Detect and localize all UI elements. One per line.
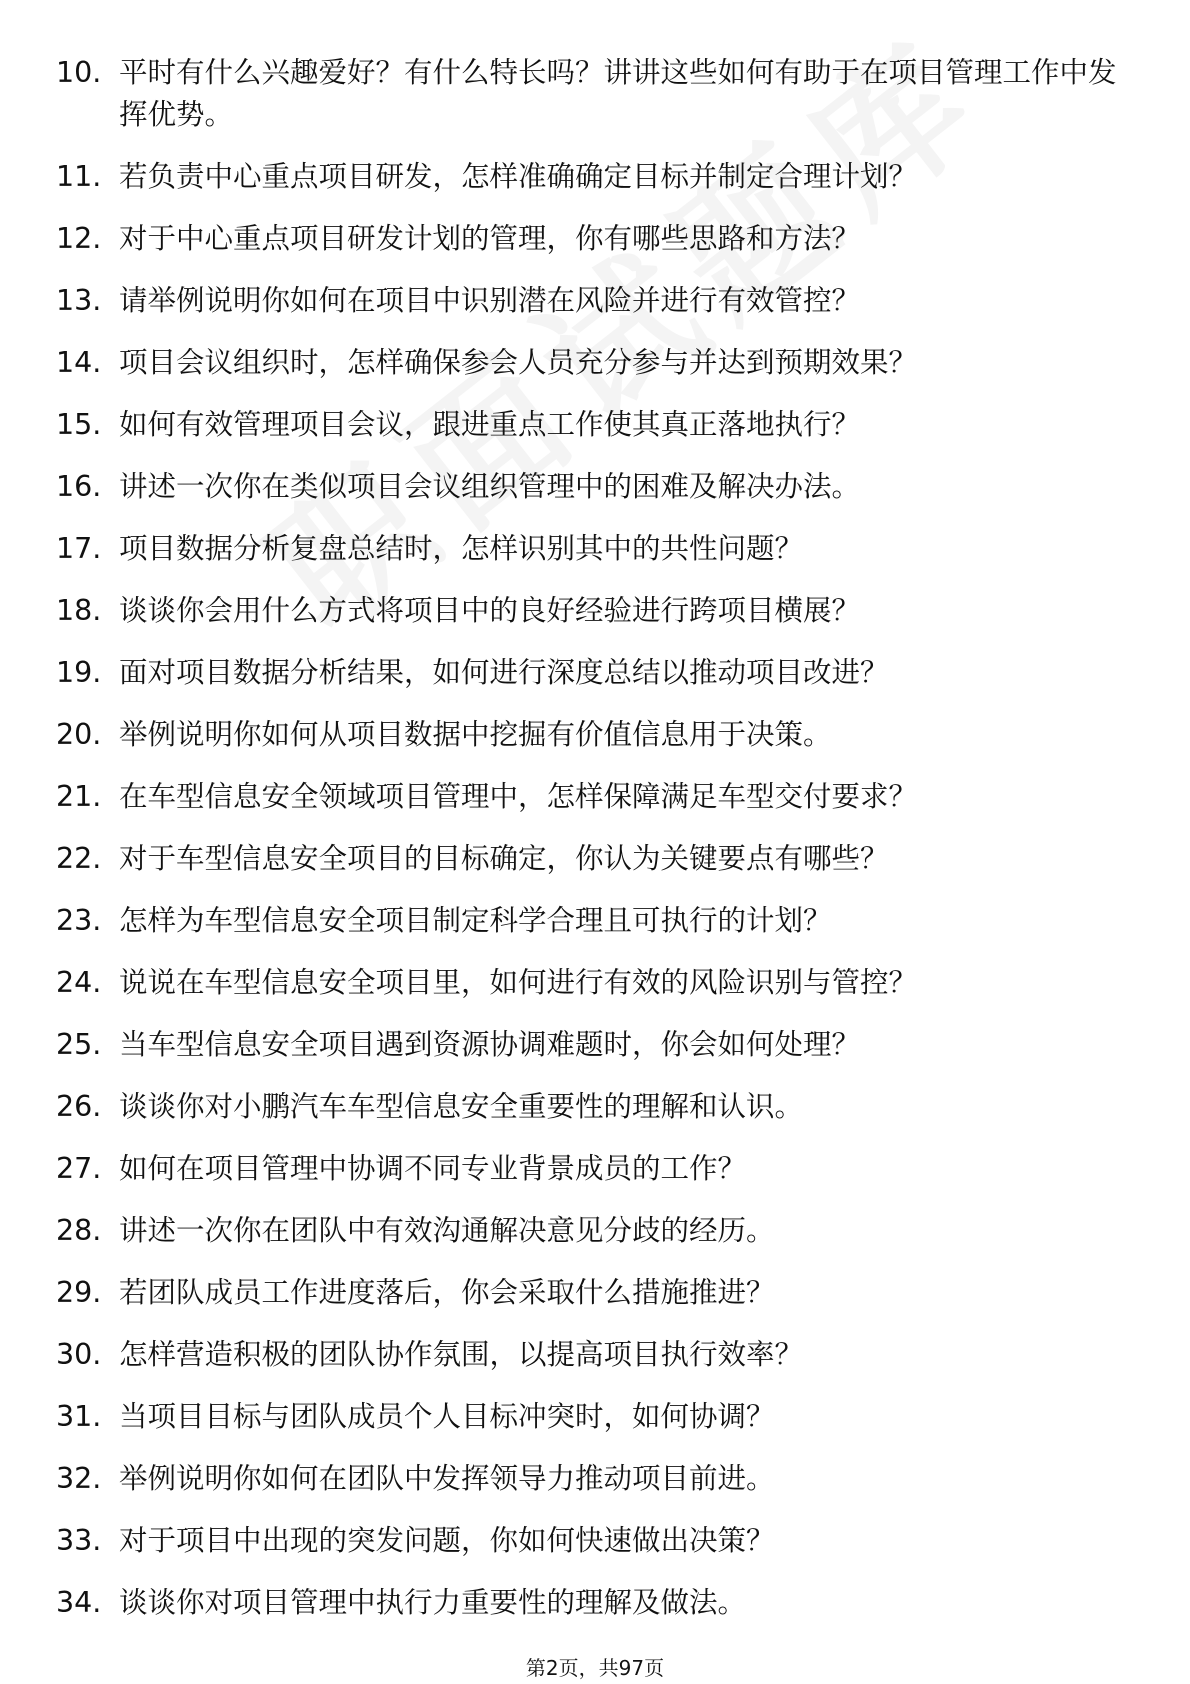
question-text: 如何有效管理项目会议，跟进重点工作使其真正落地执行？ xyxy=(119,408,861,441)
question-number: 31. xyxy=(56,1400,102,1433)
question-number: 20. xyxy=(56,718,102,751)
question-item xyxy=(56,1458,1136,1500)
question-item xyxy=(56,156,1136,198)
question-item xyxy=(56,218,1136,260)
question-item xyxy=(56,1148,1136,1190)
question-text: 如何在项目管理中协调不同专业背景成员的工作？ xyxy=(119,1152,747,1185)
question-item xyxy=(56,1520,1136,1562)
question-number: 24. xyxy=(56,966,102,999)
question-text: 谈谈你对项目管理中执行力重要性的理解及做法。 xyxy=(119,1586,747,1619)
question-number: 27. xyxy=(56,1152,102,1185)
question-number: 18. xyxy=(56,594,102,627)
question-text: 怎样营造积极的团队协作氛围，以提高项目执行效率？ xyxy=(119,1338,804,1371)
question-text: 怎样为车型信息安全项目制定科学合理且可执行的计划？ xyxy=(119,904,832,937)
question-text: 请举例说明你如何在项目中识别潜在风险并进行有效管控？ xyxy=(119,284,861,317)
question-text: 平时有什么兴趣爱好？有什么特长吗？讲讲这些如何有助于在项目管理工作中发挥优势。 xyxy=(119,56,1117,131)
question-text: 举例说明你如何在团队中发挥领导力推动项目前进。 xyxy=(119,1462,775,1495)
question-item xyxy=(56,1272,1136,1314)
question-text: 讲述一次你在团队中有效沟通解决意见分歧的经历。 xyxy=(119,1214,775,1247)
question-number: 32. xyxy=(56,1462,102,1495)
question-item xyxy=(56,900,1136,942)
question-number: 25. xyxy=(56,1028,102,1061)
question-item xyxy=(56,1086,1136,1128)
question-number: 11. xyxy=(56,160,102,193)
question-item xyxy=(56,466,1136,508)
question-number: 19. xyxy=(56,656,102,689)
question-text: 项目会议组织时，怎样确保参会人员充分参与并达到预期效果？ xyxy=(119,346,918,379)
question-item xyxy=(56,404,1136,446)
question-item xyxy=(56,342,1136,384)
question-text: 谈谈你对小鹏汽车车型信息安全重要性的理解和认识。 xyxy=(119,1090,804,1123)
question-text: 面对项目数据分析结果，如何进行深度总结以推动项目改进？ xyxy=(119,656,889,689)
question-item xyxy=(56,1396,1136,1438)
question-number: 17. xyxy=(56,532,102,565)
question-text: 在车型信息安全领域项目管理中，怎样保障满足车型交付要求？ xyxy=(119,780,918,813)
question-item xyxy=(56,714,1136,756)
question-number: 29. xyxy=(56,1276,102,1309)
page-footer: 第2页，共97页 xyxy=(525,1656,665,1680)
question-number: 12. xyxy=(56,222,102,255)
question-text: 举例说明你如何从项目数据中挖掘有价值信息用于决策。 xyxy=(119,718,832,751)
question-number: 16. xyxy=(56,470,102,503)
question-number: 30. xyxy=(56,1338,102,1371)
question-number: 22. xyxy=(56,842,102,875)
question-text: 当项目目标与团队成员个人目标冲突时，如何协调？ xyxy=(119,1400,775,1433)
question-item xyxy=(56,776,1136,818)
question-number: 26. xyxy=(56,1090,102,1123)
question-item xyxy=(56,838,1136,880)
question-item xyxy=(56,1210,1136,1252)
question-number: 34. xyxy=(56,1586,102,1619)
question-text: 项目数据分析复盘总结时，怎样识别其中的共性问题？ xyxy=(119,532,804,565)
question-item xyxy=(56,528,1136,570)
question-number: 15. xyxy=(56,408,102,441)
question-item xyxy=(56,280,1136,322)
question-text: 对于中心重点项目研发计划的管理，你有哪些思路和方法？ xyxy=(119,222,861,255)
question-text: 若团队成员工作进度落后，你会采取什么措施推进？ xyxy=(119,1276,775,1309)
question-text: 当车型信息安全项目遇到资源协调难题时，你会如何处理？ xyxy=(119,1028,861,1061)
question-text: 谈谈你会用什么方式将项目中的良好经验进行跨项目横展？ xyxy=(119,594,861,627)
question-list xyxy=(56,52,1136,1644)
question-number: 28. xyxy=(56,1214,102,1247)
question-item xyxy=(56,1334,1136,1376)
question-text: 对于车型信息安全项目的目标确定，你认为关键要点有哪些？ xyxy=(119,842,889,875)
question-item xyxy=(56,962,1136,1004)
question-item xyxy=(56,590,1136,632)
question-number: 14. xyxy=(56,346,102,379)
question-text: 对于项目中出现的突发问题，你如何快速做出决策？ xyxy=(119,1524,775,1557)
question-number: 21. xyxy=(56,780,102,813)
question-item xyxy=(56,1582,1136,1624)
question-number: 23. xyxy=(56,904,102,937)
question-item xyxy=(56,652,1136,694)
question-text: 讲述一次你在类似项目会议组织管理中的困难及解决办法。 xyxy=(119,470,861,503)
question-number: 10. xyxy=(56,56,102,89)
question-text: 说说在车型信息安全项目里，如何进行有效的风险识别与管控？ xyxy=(119,966,918,999)
question-item xyxy=(56,1024,1136,1066)
question-text: 若负责中心重点项目研发，怎样准确确定目标并制定合理计划？ xyxy=(119,160,918,193)
question-item xyxy=(56,52,1136,136)
question-number: 33. xyxy=(56,1524,102,1557)
question-number: 13. xyxy=(56,284,102,317)
